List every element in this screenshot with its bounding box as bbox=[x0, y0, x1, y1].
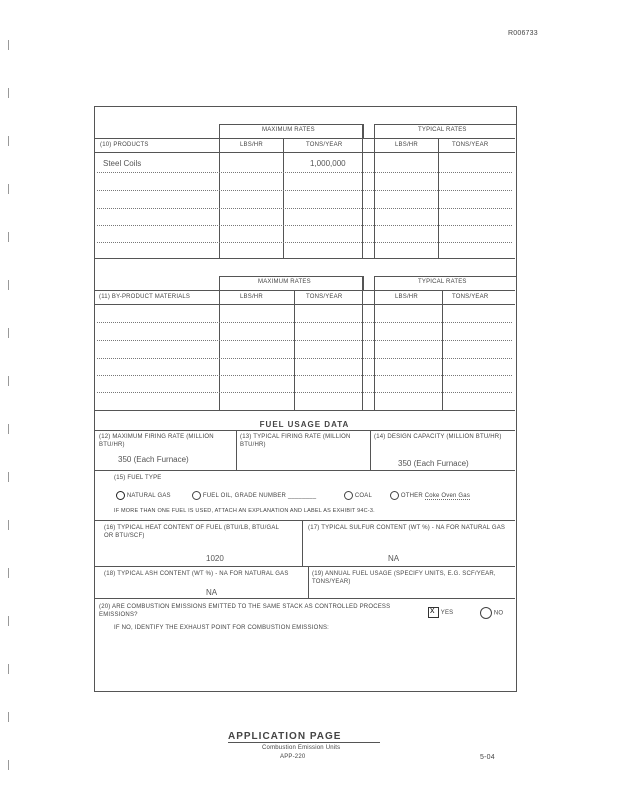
footer-form-id: APP-220 bbox=[280, 754, 306, 760]
max-rates-label: MAXIMUM RATES bbox=[262, 127, 315, 133]
opt-yes[interactable]: x YES bbox=[430, 605, 454, 617]
q17-value: NA bbox=[388, 554, 400, 563]
col2-typ-tons: TONS/YEAR bbox=[452, 294, 489, 300]
col2-typ-lbs: LBS/HR bbox=[395, 294, 418, 300]
other-value: Coke Oven Gas bbox=[424, 493, 471, 500]
opt-other[interactable]: OTHER Coke Oven Gas bbox=[390, 491, 470, 500]
opt-natural-gas[interactable]: NATURAL GAS bbox=[116, 491, 171, 500]
q15-label: (15) FUEL TYPE bbox=[114, 475, 162, 481]
q16-label: (16) TYPICAL HEAT CONTENT OF FUEL (BTU/LB, BTU/GAL OR BTU/SCF) bbox=[104, 525, 279, 539]
opt-fuel-oil[interactable]: FUEL OIL, GRADE NUMBER ________ bbox=[192, 491, 316, 500]
multi-fuel-note: IF MORE THAN ONE FUEL IS USED, ATTACH AN EXPLANATION AND LABEL AS EXHIBIT 94C-3. bbox=[114, 508, 375, 514]
products-header: (10) PRODUCTS bbox=[100, 142, 149, 148]
byproducts-header: (11) BY-PRODUCT MATERIALS bbox=[99, 294, 191, 300]
q18-value: NA bbox=[206, 588, 218, 597]
q12-label: (12) MAXIMUM FIRING RATE (MILLION BTU/HR) bbox=[99, 434, 214, 448]
natural-gas-radio[interactable] bbox=[116, 491, 125, 500]
typical-rates-label-2: TYPICAL RATES bbox=[418, 279, 467, 285]
col-max-tons: TONS/YEAR bbox=[306, 142, 343, 148]
document-id: R006733 bbox=[508, 30, 538, 37]
fuel-oil-radio[interactable] bbox=[192, 491, 201, 500]
no-radio[interactable] bbox=[480, 607, 492, 619]
q17-label: (17) TYPICAL SULFUR CONTENT (WT %) - NA FOR NATURAL GAS bbox=[308, 525, 506, 531]
page-number: 5-04 bbox=[480, 754, 495, 761]
other-radio[interactable] bbox=[390, 491, 399, 500]
col2-max-lbs: LBS/HR bbox=[240, 294, 263, 300]
q20-note: IF NO, IDENTIFY THE EXHAUST POINT FOR COMBUSTION EMISSIONS: bbox=[114, 625, 330, 631]
col-typ-tons: TONS/YEAR bbox=[452, 142, 489, 148]
q18-label: (18) TYPICAL ASH CONTENT (WT %) - NA FOR NATURAL GAS bbox=[104, 571, 289, 577]
q20-label: (20) ARE COMBUSTION EMISSIONS EMITTED TO THE SAME STACK AS CONTROLLED PROCESS EMISSIONS? bbox=[99, 604, 391, 618]
q16-value: 1020 bbox=[206, 554, 224, 563]
q14-label: (14) DESIGN CAPACITY (MILLION BTU/HR) bbox=[374, 434, 502, 440]
q12-value: 350 (Each Furnace) bbox=[118, 455, 189, 464]
typical-rates-label: TYPICAL RATES bbox=[418, 127, 467, 133]
fuel-usage-title: FUEL USAGE DATA bbox=[259, 420, 350, 429]
product-max-tons: 1,000,000 bbox=[310, 159, 346, 168]
q14-value: 350 (Each Furnace) bbox=[398, 459, 469, 468]
coal-radio[interactable] bbox=[344, 491, 353, 500]
opt-coal[interactable]: COAL bbox=[344, 491, 372, 500]
footer-subtitle: Combustion Emission Units bbox=[262, 745, 341, 751]
col-typ-lbs: LBS/HR bbox=[395, 142, 418, 148]
opt-no[interactable]: NO bbox=[480, 607, 503, 619]
product-steel-coils: Steel Coils bbox=[103, 159, 142, 168]
max-rates-label-2: MAXIMUM RATES bbox=[258, 279, 311, 285]
col2-max-tons: TONS/YEAR bbox=[306, 294, 343, 300]
application-page-title: APPLICATION PAGE bbox=[228, 731, 342, 742]
q13-label: (13) TYPICAL FIRING RATE (MILLION BTU/HR) bbox=[240, 434, 351, 448]
yes-checkbox-checked[interactable]: x bbox=[428, 607, 439, 618]
q19-label: (19) ANNUAL FUEL USAGE (SPECIFY UNITS, E.G. SCF/YEAR, TONS/YEAR) bbox=[312, 571, 496, 585]
col-max-lbs: LBS/HR bbox=[240, 142, 263, 148]
